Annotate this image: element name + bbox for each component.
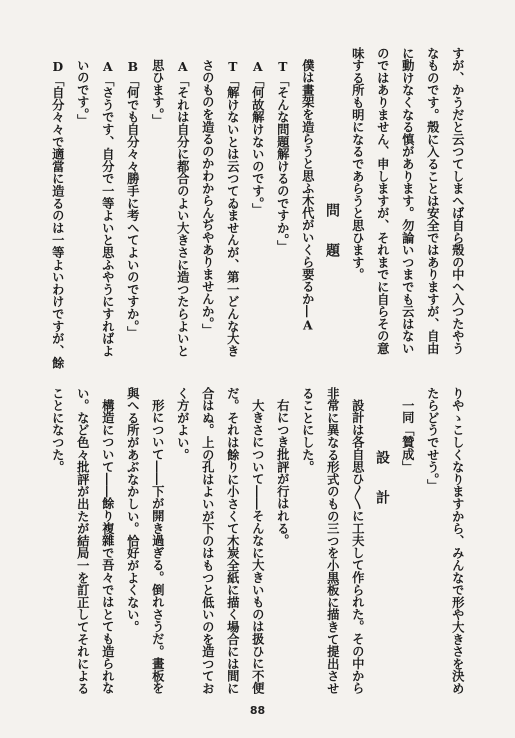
- text-column: 構造について――餘り複雜で吾々ではとても造られな: [100, 399, 116, 695]
- section-heading-design: 設 計: [374, 450, 390, 510]
- text-column: い。など色々批評が出たが結局一を訂正してそれによる: [75, 387, 91, 695]
- text-column: 右につき批評が行はれる。: [275, 399, 291, 547]
- text-column: 與へる所があぶなかしい。恰好がよくない。: [125, 387, 141, 633]
- section-heading-problem: 問 題: [324, 203, 340, 263]
- text-column: に動けなくなる慎があります。勿論いつまでも云はない: [400, 47, 416, 355]
- text-column: 形について――下が開き過ぎる。倒れさうだ。畫板を: [150, 399, 166, 695]
- speaker-letter: A: [175, 59, 191, 74]
- speaker-letter: A: [300, 317, 316, 333]
- speaker-letter: T: [275, 59, 291, 74]
- text-column: B「何でも自分々々勝手に考へてよいのですか。」: [125, 59, 141, 339]
- text-column: A「さうです、自分で一等よいと思ふやうにすればよ: [100, 59, 116, 357]
- text-column: 味する所も明になるであらうと思ひます。: [350, 47, 366, 281]
- speaker-letter: A: [250, 59, 266, 74]
- text-column: たらどうでせう。」: [425, 387, 441, 492]
- text-column: のではありません、申しますが、それまでに自らその意: [375, 47, 391, 355]
- text-column: 一同「贊成」: [400, 399, 416, 473]
- text-column: ことになつた。: [50, 387, 66, 474]
- text-column: ることにした。: [300, 387, 316, 474]
- speaker-letter: B: [125, 59, 141, 74]
- text-column: く方がよい。: [175, 387, 191, 461]
- text-column: 設計は各自思ひ〳〵に工夫して作られた。その中から: [350, 399, 366, 695]
- speaker-letter: D: [50, 59, 66, 74]
- page-number: 88: [249, 704, 266, 717]
- speaker-letter: A: [100, 59, 116, 74]
- text-column: A「何故解けないのです。」: [250, 59, 266, 216]
- text-column: 思ひます。」: [150, 59, 166, 127]
- text-column: なものです。殼に入ることは安全ではありますが、自由: [425, 47, 441, 355]
- text-column: 非常に異なる形式のもの三つを小黒板に描きて提出させ: [325, 387, 341, 695]
- text-column: だ。それは餘りに小さくて木炭全紙に描く場合には間に: [225, 387, 241, 695]
- text-column: A「それは自分に都合のよい大きさに造つたらよいと: [175, 59, 191, 357]
- text-column: T「そんな問題解けるのですか。」: [275, 59, 291, 253]
- text-column: 大きさについて――そんなに大きいものは扱ひに不便: [250, 399, 266, 695]
- text-column: いのです。」: [75, 59, 91, 127]
- text-column: 僕は畫架を造らうと思ふ木代がいくら要るか―A: [300, 59, 316, 333]
- text-column: 合はぬ。上の孔はよいが下のはもつと低いのを造つてお: [200, 387, 216, 695]
- text-column: D「自分々々で適當に造るのは一等よいわけですが、餘: [50, 59, 66, 370]
- speaker-letter: T: [225, 59, 241, 74]
- text-column: すが、かうだと云つてしまへば自ら殼の中へ入つたやう: [450, 47, 466, 355]
- text-column: さのものを造るのかわからんぢやありませんか。」: [200, 59, 216, 336]
- text-column: りやゝこしくなりますから、みんなで形や大きさを決め: [450, 387, 466, 695]
- text-column: T「解けないとは云つてゐませんが、第一どんな大き: [225, 59, 241, 357]
